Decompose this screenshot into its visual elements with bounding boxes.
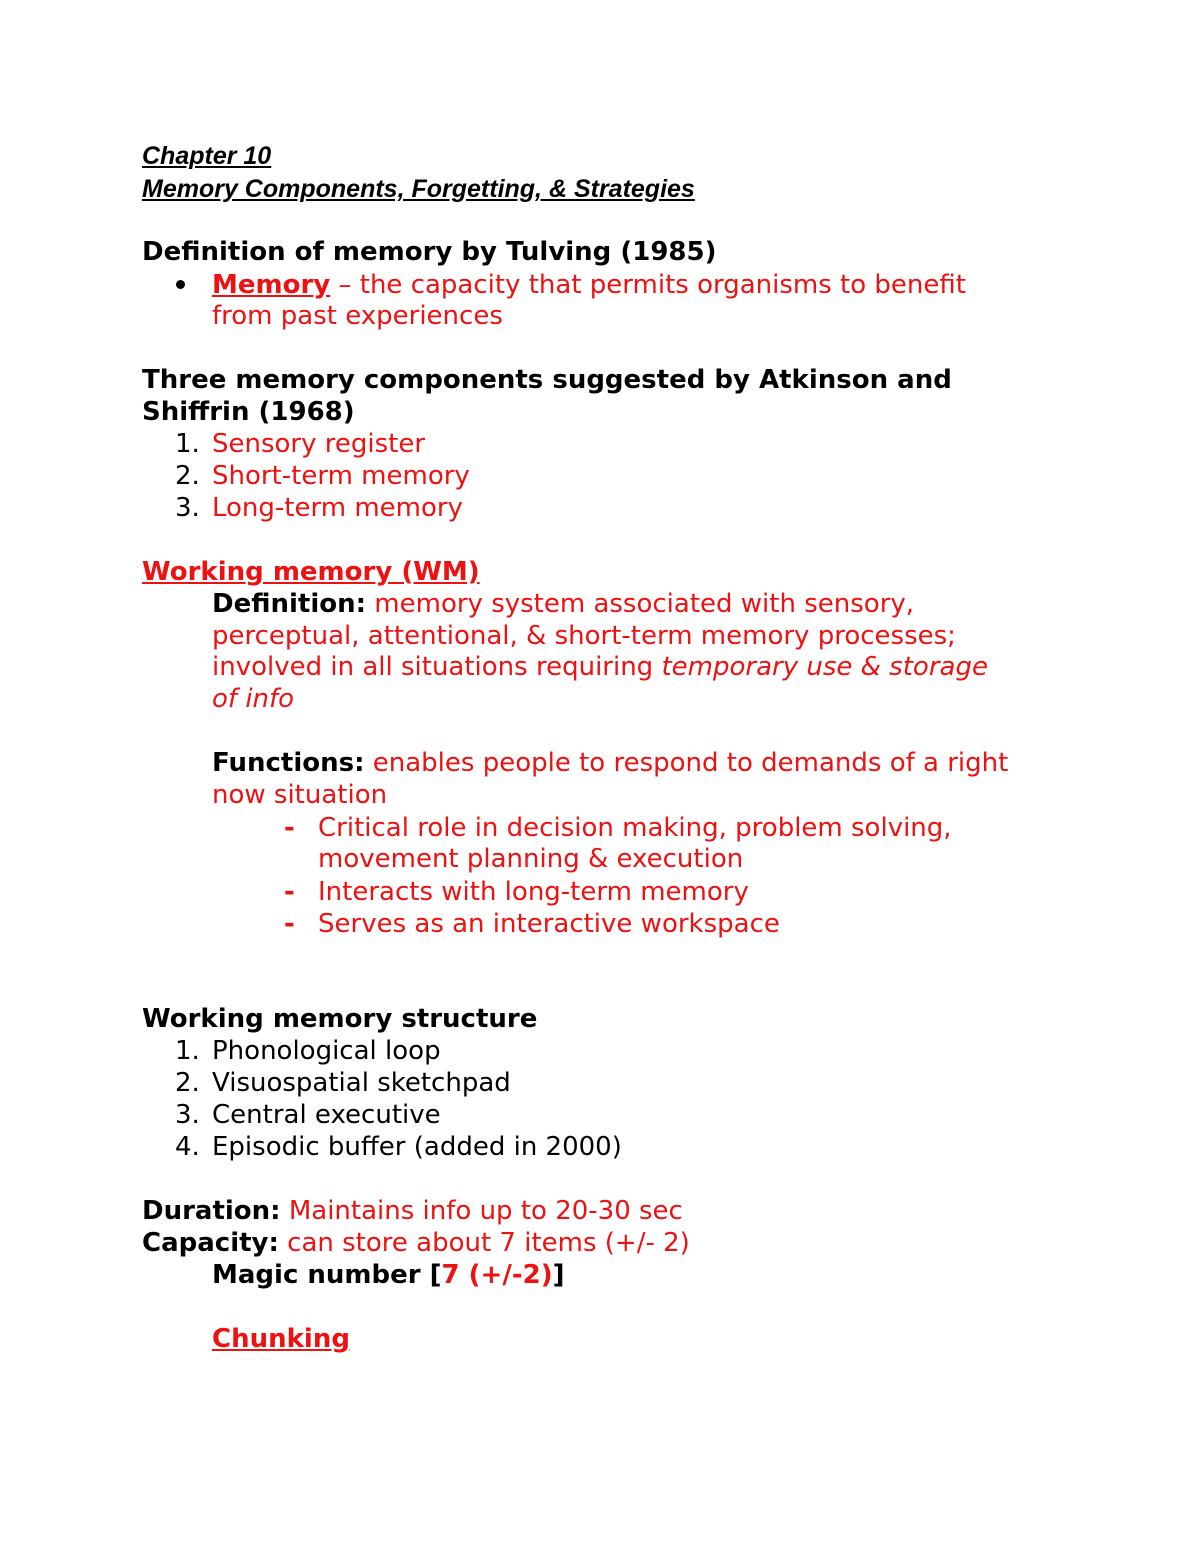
list-number: 3. — [175, 1100, 200, 1130]
function-item: Interacts with long-term memory — [318, 877, 749, 907]
magic-number-close: ] — [552, 1260, 565, 1290]
definition-heading: Definition of memory by Tulving (1985) — [142, 237, 717, 267]
list-item: Visuospatial sketchpad — [212, 1068, 511, 1098]
function-item: Critical role in decision making, problem solving, — [318, 813, 952, 843]
wm-definition-text-3a: involved in all situations requiring — [212, 652, 662, 682]
wm-definition-line-3 — [212, 651, 988, 683]
wm-definition-line-1 — [212, 588, 914, 620]
duration-line — [142, 1195, 683, 1227]
wm-functions-text-1: enables people to respond to demands of a right — [364, 748, 1009, 778]
wm-definition-label: Definition: — [212, 589, 367, 619]
list-item: Phonological loop — [212, 1036, 441, 1066]
list-number: 1. — [175, 429, 200, 459]
wm-functions-label: Functions: — [212, 748, 365, 778]
list-item: Episodic buffer (added in 2000) — [212, 1132, 622, 1162]
definition-text-2: from past experiences — [212, 301, 503, 331]
chapter-label: Chapter 10 — [142, 142, 272, 170]
wm-definition-text-1: memory system associated with sensory, — [366, 589, 915, 619]
chapter-title: Memory Components, Forgetting, & Strategies — [142, 175, 695, 203]
dash-icon: - — [284, 813, 295, 843]
magic-number-line — [212, 1259, 565, 1291]
magic-number-value: 7 (+/-2) — [441, 1260, 553, 1290]
duration-label: Duration: — [142, 1196, 281, 1226]
structure-heading: Working memory structure — [142, 1004, 538, 1034]
chunking-heading: Chunking — [212, 1324, 350, 1354]
capacity-value: can store about 7 items (+/- 2) — [278, 1228, 690, 1258]
list-number: 1. — [175, 1036, 200, 1066]
dash-icon: - — [284, 909, 295, 939]
wm-functions-line-1 — [212, 747, 1008, 779]
list-item: Long-term memory — [212, 493, 463, 523]
memory-term: Memory — [212, 270, 331, 300]
function-item: movement planning & execution — [318, 844, 744, 874]
function-item: Serves as an interactive workspace — [318, 909, 780, 939]
wm-definition-text-2: perceptual, attentional, & short-term memory processes; — [212, 621, 956, 651]
definition-text-1: – the capacity that permits organisms to benefit — [330, 270, 966, 300]
wm-heading: Working memory (WM) — [142, 557, 480, 587]
list-number: 3. — [175, 493, 200, 523]
wm-definition-text-3b: temporary use & storage — [661, 652, 988, 682]
duration-value: Maintains info up to 20-30 sec — [280, 1196, 683, 1226]
bullet-icon — [176, 280, 185, 289]
list-number: 2. — [175, 461, 200, 491]
list-item: Sensory register — [212, 429, 426, 459]
wm-definition-text-4: of info — [212, 684, 295, 714]
wm-functions-text-2: now situation — [212, 780, 388, 810]
list-number: 2. — [175, 1068, 200, 1098]
capacity-label: Capacity: — [142, 1228, 279, 1258]
capacity-line — [142, 1227, 690, 1259]
magic-number-label: Magic number [ — [212, 1260, 442, 1290]
dash-icon: - — [284, 877, 295, 907]
list-item: Short-term memory — [212, 461, 470, 491]
definition-line-1 — [212, 269, 966, 301]
components-heading-2: Shiffrin (1968) — [142, 397, 355, 427]
list-item: Central executive — [212, 1100, 441, 1130]
components-heading-1: Three memory components suggested by Atkinson and — [142, 365, 952, 395]
list-number: 4. — [175, 1132, 200, 1162]
